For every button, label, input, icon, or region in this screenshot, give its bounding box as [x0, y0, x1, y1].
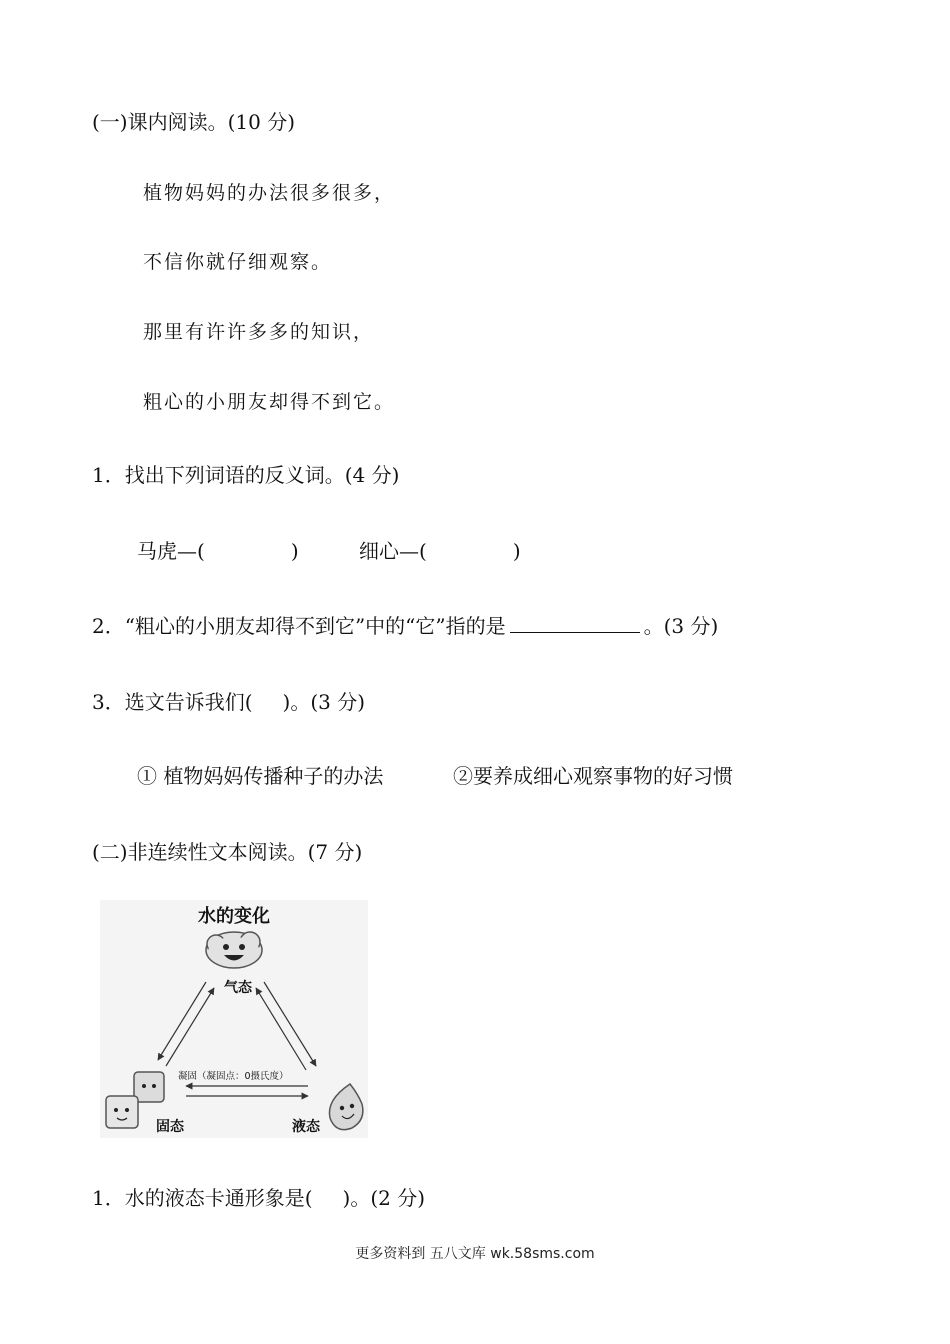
poem-line-2: 不信你就仔细观察。	[143, 251, 333, 273]
antonym-pair-2-label: 细心—(	[359, 539, 427, 563]
question-3	[92, 688, 365, 716]
poem-line-1: 植物妈妈的办法很多很多，	[143, 182, 396, 204]
question-2-text: 2．“粗心的小朋友却得不到它”中的“它”指的是	[92, 614, 506, 638]
section2-question-1	[92, 1184, 425, 1212]
option-2[interactable]: ②要养成细心观察事物的好习惯	[453, 764, 733, 788]
question-1-text: 1．找出下列词语的反义词。(4 分)	[92, 463, 400, 487]
section2-heading: (二)非连续性文本阅读。(7 分)	[92, 840, 363, 864]
antonym-pair-2-close: )	[512, 539, 521, 563]
answer-blank[interactable]	[510, 612, 640, 633]
water-drop-icon	[329, 1084, 362, 1130]
question-3-score: )。(3 分)	[282, 690, 366, 714]
label-gas: 气态	[224, 980, 252, 996]
section1-heading: (一)课内阅读。(10 分)	[92, 110, 296, 134]
poem-line-4: 粗心的小朋友却得不到它。	[143, 391, 396, 413]
antonym-pair-1-close: )	[290, 539, 299, 563]
label-liquid: 液态	[292, 1119, 320, 1135]
option-1[interactable]: ① 植物妈妈传播种子的办法	[137, 764, 384, 788]
cloud-icon	[206, 932, 262, 968]
antonym-pair-2	[359, 537, 521, 565]
antonym-pair-1	[137, 537, 299, 565]
question-2	[92, 612, 718, 640]
antonym-pair-1-label: 马虎—(	[137, 539, 205, 563]
section2-question-1-text: 1．水的液态卡通形象是(	[92, 1186, 313, 1210]
poem-line-3: 那里有许许多多的知识，	[143, 321, 375, 343]
diagram-title: 水的变化	[198, 906, 270, 927]
section2-question-1-score: )。(2 分)	[342, 1186, 426, 1210]
label-solid: 固态	[156, 1119, 184, 1135]
question-3-text: 3．选文告诉我们(	[92, 690, 253, 714]
water-change-diagram	[100, 900, 368, 1138]
freezing-label: 凝固（凝固点：0摄氏度）	[178, 1071, 289, 1082]
footer-source-link[interactable]: 更多资料到 五八文库 wk.58sms.com	[355, 1246, 595, 1262]
question-2-score: 。(3 分)	[643, 614, 719, 638]
